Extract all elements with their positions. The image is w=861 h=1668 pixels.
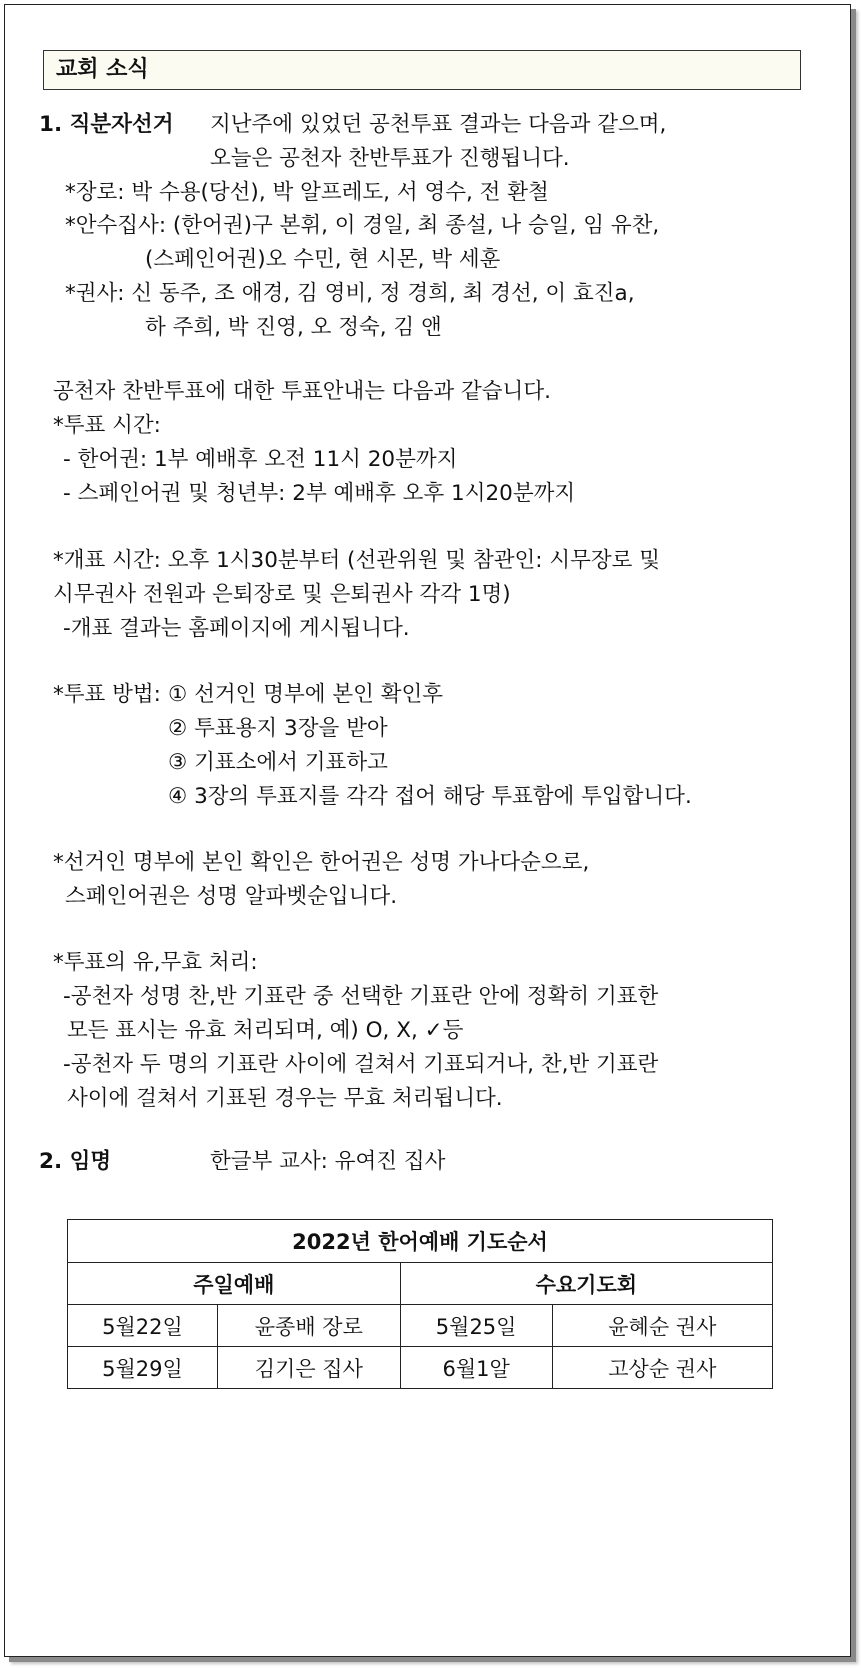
appointment-heading: 2. 임명	[39, 1149, 112, 1174]
election-heading: 1. 직분자선거	[39, 112, 174, 137]
count-result-notice: -개표 결과는 홈페이지에 게시됩니다.	[63, 616, 410, 641]
validity-label: *투표의 유,무효 처리:	[53, 950, 258, 975]
vote-method-step: ④ 3장의 투표지를 각각 접어 해당 투표함에 투입합니다.	[168, 784, 692, 809]
invalid-rule-line1: -공천자 두 명의 기표란 사이에 걸쳐서 기표되거나, 찬,반 기표란	[63, 1052, 659, 1077]
roster-check-line1: *선거인 명부에 본인 확인은 한어권은 성명 가나다순으로,	[53, 850, 590, 875]
prayer-schedule-table	[67, 1219, 773, 1389]
vote-time-label: *투표 시간:	[53, 413, 161, 438]
vote-time-spanish: - 스페인어권 및 청년부: 2부 예배후 오후 1시20분까지	[63, 481, 576, 506]
wednesday-leader: 윤혜순 권사	[552, 1305, 772, 1347]
appointment-text: 한글부 교사: 유여진 집사	[210, 1149, 446, 1174]
count-time-line2: 시무권사 전원과 은퇴장로 및 은퇴권사 각각 1명)	[53, 582, 511, 607]
table-row	[68, 1305, 773, 1347]
sunday-leader: 윤종배 장로	[217, 1305, 400, 1347]
elder-candidates: *장로: 박 수용(당선), 박 알프레도, 서 영수, 전 환철	[65, 180, 549, 205]
election-intro-line1: 지난주에 있었던 공천투표 결과는 다음과 같으며,	[210, 112, 667, 137]
prayer-table-title: 2022년 한어예배 기도순서	[68, 1220, 773, 1263]
deacon-candidates-line2: (스페인어권)오 수민, 현 시몬, 박 세훈	[145, 247, 501, 272]
count-time-line1: *개표 시간: 오후 1시30분부터 (선관위원 및 참관인: 시무장로 및	[53, 548, 661, 573]
vote-guide-text: 공천자 찬반투표에 대한 투표안내는 다음과 같습니다.	[53, 379, 551, 404]
vote-method-label: *투표 방법:	[53, 682, 161, 707]
wednesday-date: 6월1알	[400, 1347, 552, 1389]
valid-rule-line2: 모든 표시는 유효 처리되며, 예) O, X, ✓등	[67, 1018, 464, 1043]
table-row	[68, 1347, 773, 1389]
sunday-worship-header: 주일예배	[68, 1263, 401, 1305]
valid-rule-line1: -공천자 성명 찬,반 기표란 중 선택한 기표란 안에 정확히 기표한	[63, 984, 659, 1009]
bulletin-page	[4, 4, 851, 1657]
exhorter-candidates-line1: *권사: 신 동주, 조 애경, 김 영비, 정 경희, 최 경선, 이 효진a,	[65, 281, 635, 306]
wednesday-date: 5월25일	[400, 1305, 552, 1347]
deacon-candidates-line1: *안수집사: (한어권)구 본휘, 이 경일, 최 종설, 나 승일, 임 유찬,	[65, 213, 660, 238]
sunday-date: 5월29일	[68, 1347, 218, 1389]
invalid-rule-line2: 사이에 걸쳐서 기표된 경우는 무효 처리됩니다.	[67, 1086, 503, 1111]
sunday-leader: 김기은 집사	[217, 1347, 400, 1389]
roster-check-line2: 스페인어권은 성명 알파벳순입니다.	[65, 884, 398, 909]
exhorter-candidates-line2: 하 주희, 박 진영, 오 정숙, 김 앤	[145, 315, 442, 340]
wednesday-prayer-header: 수요기도회	[400, 1263, 772, 1305]
section-header: 교회 소식	[43, 50, 801, 90]
vote-method-step: ② 투표용지 3장을 받아	[168, 716, 388, 741]
vote-method-step: ③ 기표소에서 기표하고	[168, 750, 388, 775]
vote-time-korean: - 한어권: 1부 예배후 오전 11시 20분까지	[63, 447, 458, 472]
table-title-row	[68, 1220, 773, 1263]
vote-method-step: ① 선거인 명부에 본인 확인후	[168, 682, 444, 707]
election-intro-line2: 오늘은 공천자 찬반투표가 진행됩니다.	[210, 146, 570, 171]
sunday-date: 5월22일	[68, 1305, 218, 1347]
wednesday-leader: 고상순 권사	[552, 1347, 772, 1389]
table-header-row	[68, 1263, 773, 1305]
